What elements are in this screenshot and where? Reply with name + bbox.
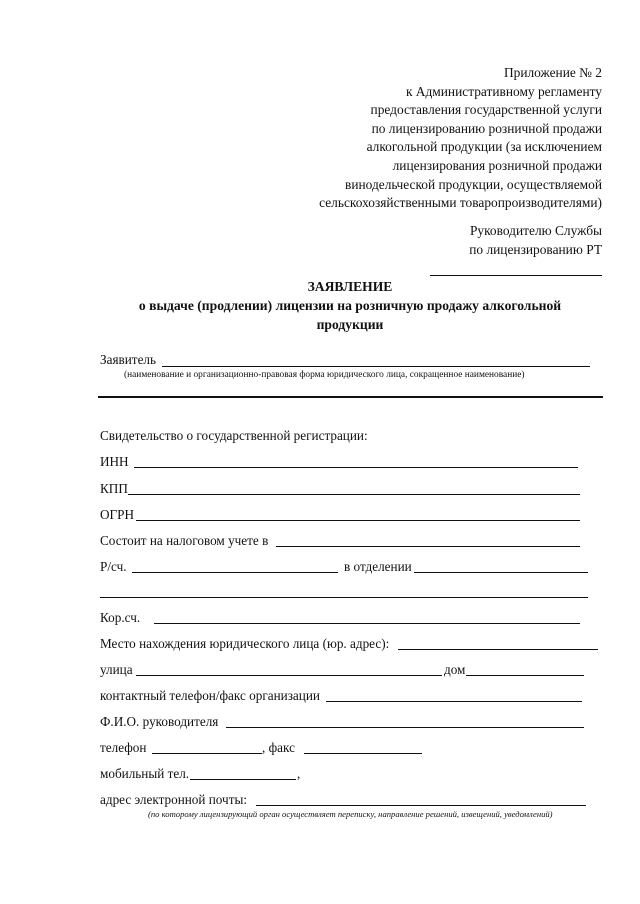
document-title [80, 277, 620, 334]
ogrn-label: ОГРН [100, 507, 135, 522]
email-label: адрес электронной почты: [100, 792, 247, 807]
location-label: Место нахождения юридического лица (юр. адрес): [100, 636, 390, 651]
appendix-line: предоставления государственной услуги [370, 102, 602, 118]
phone-field[interactable] [152, 753, 262, 754]
account-field[interactable] [132, 572, 338, 573]
contact-field[interactable] [326, 701, 582, 702]
title-heading: ЗАЯВЛЕНИЕ [307, 279, 393, 294]
mobile-suffix: , [297, 766, 301, 781]
street-field[interactable] [136, 675, 442, 676]
appendix-line: алкогольной продукции (за исключением [366, 139, 602, 155]
appendix-line: по лицензированию розничной продажи [371, 120, 602, 136]
email-hint: (по которому лицензирующий орган осуществляет переписку, направление решений, извещений, уведомлений) [148, 809, 553, 819]
inn-label: ИНН [100, 454, 129, 469]
appendix-line: винодельческой продукции, осуществляемой [345, 176, 602, 192]
title-subheading-cont: продукции [316, 317, 384, 332]
applicant-field[interactable] [162, 366, 590, 367]
appendix-reference [270, 64, 602, 213]
appendix-line: сельскохозяйственными товаропроизводителями) [319, 195, 602, 211]
corr-account-field[interactable] [154, 623, 580, 624]
addressee-line: по лицензированию РТ [469, 241, 602, 257]
branch-field[interactable] [414, 572, 588, 573]
director-label: Ф.И.О. руководителя [100, 714, 219, 729]
appendix-line: к Административному регламенту [405, 83, 602, 99]
house-label: дом [444, 662, 466, 677]
inn-field[interactable] [134, 467, 578, 468]
email-field[interactable] [256, 805, 586, 806]
account-label: Р/сч. [100, 559, 127, 574]
branch-label: в отделении [344, 559, 412, 574]
kpp-field[interactable] [128, 494, 580, 495]
addressee-line: Руководителю Службы [469, 223, 602, 238]
street-label: улица [100, 662, 133, 677]
fax-field[interactable] [304, 753, 422, 754]
appendix-line: Приложение № 2 [503, 65, 602, 80]
contact-label: контактный телефон/факс организации [100, 688, 320, 703]
appendix-line: лицензирования розничной продажи [392, 157, 602, 173]
branch-field-line2[interactable] [100, 597, 588, 598]
title-subheading: о выдаче (продлении) лицензии на розничную продажу алкогольной [138, 298, 562, 313]
kpp-label: КПП [100, 481, 128, 496]
house-field[interactable] [466, 675, 584, 676]
fax-label: , факс [262, 740, 295, 755]
phone-label: телефон [100, 740, 147, 755]
applicant-label: Заявитель [100, 352, 157, 367]
applicant-field-line2[interactable] [98, 396, 603, 398]
corr-account-label: Кор.сч. [100, 610, 141, 625]
addressee [410, 222, 602, 259]
tax-field[interactable] [276, 546, 580, 547]
mobile-label: мобильный тел. [100, 766, 190, 781]
registration-label: Свидетельство о государственной регистрации: [100, 428, 368, 443]
applicant-hint: (наименование и организационно-правовая форма юридического лица, сокращенное наименование) [124, 370, 525, 380]
ogrn-field[interactable] [136, 520, 580, 521]
mobile-field[interactable] [190, 779, 296, 780]
director-field[interactable] [226, 727, 584, 728]
addressee-signature-line[interactable] [430, 275, 602, 276]
location-field[interactable] [398, 649, 598, 650]
tax-label: Состоит на налоговом учете в [100, 533, 269, 548]
